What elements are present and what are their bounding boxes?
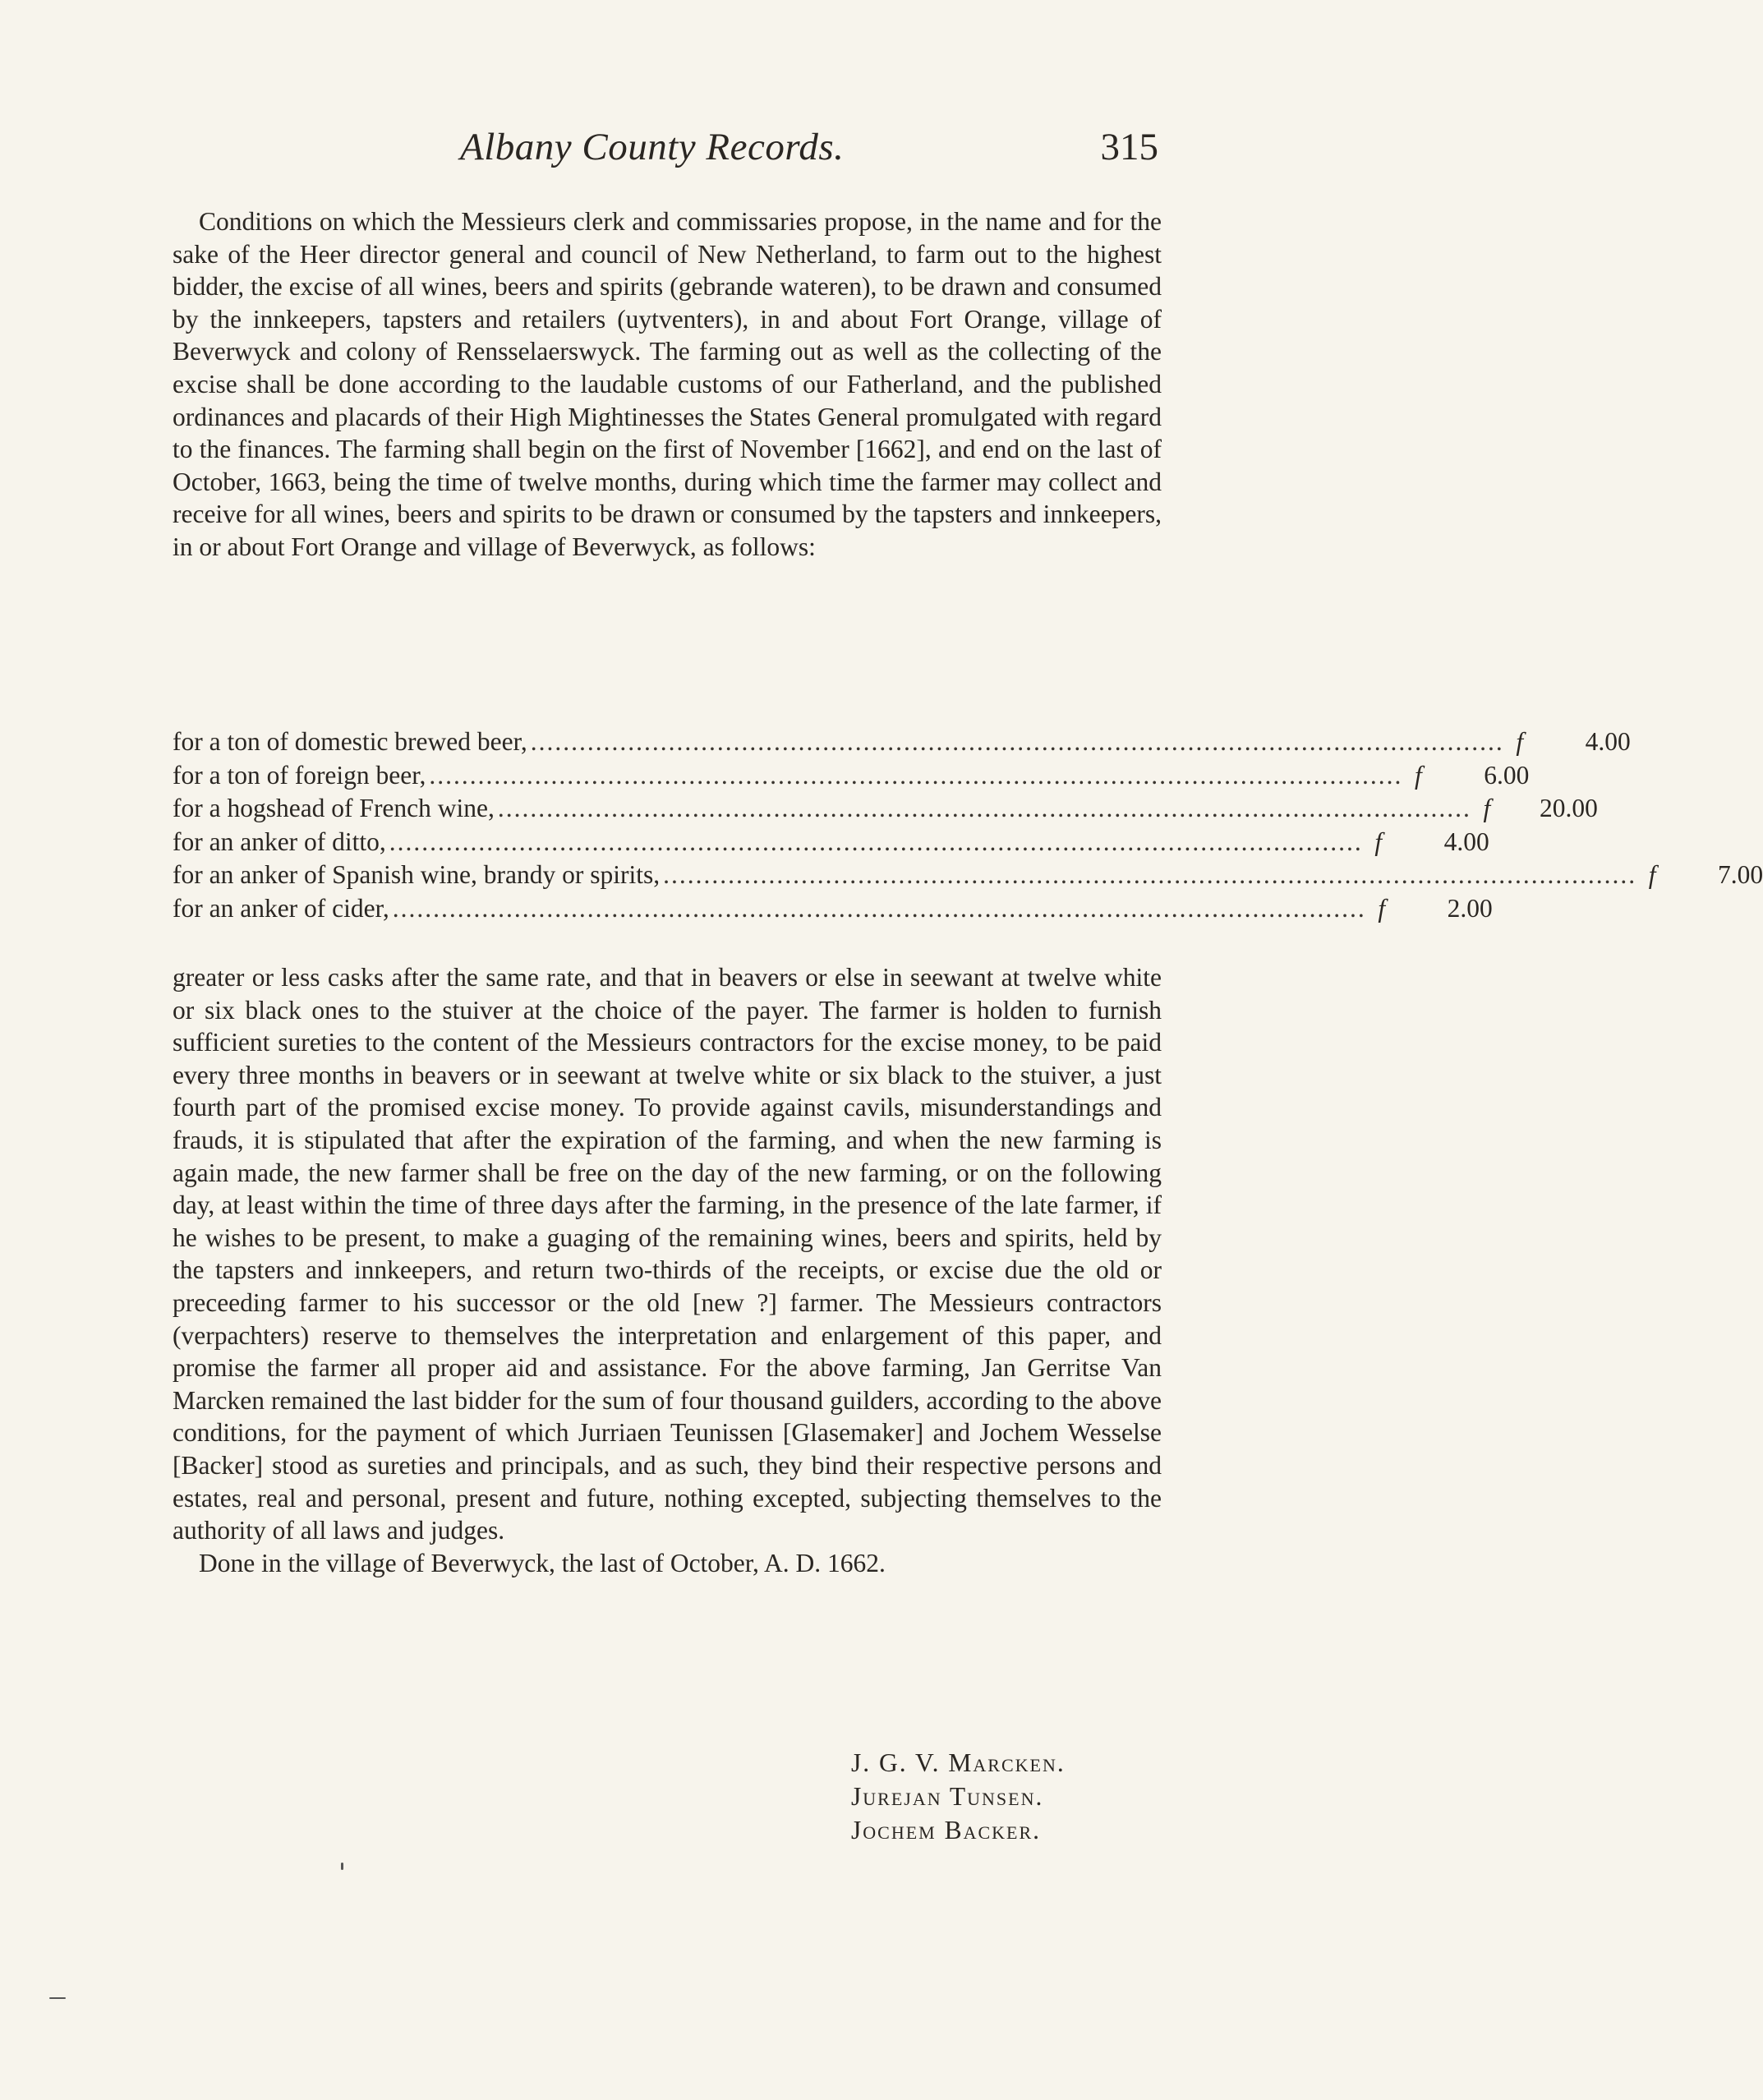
fee-amount: 2.00 (1447, 893, 1493, 923)
fee-row (173, 859, 1763, 892)
signature-block (851, 1746, 1066, 1847)
fee-row (173, 725, 1631, 759)
print-speck (341, 1863, 343, 1870)
terms-paragraph (173, 961, 1162, 1579)
conditions-paragraph (173, 205, 1162, 564)
fee-item: for an anker of ditto, (173, 827, 386, 856)
dot-leader: ........................................................................................................................ (429, 760, 1403, 790)
fee-row (173, 826, 1489, 859)
dot-leader: ........................................................................................................................ (530, 727, 1504, 756)
fee-amount: 4.00 (1585, 727, 1631, 756)
dot-leader: ........................................................................................................................ (663, 860, 1637, 889)
fee-row (173, 792, 1598, 826)
guilder-sign: f (1378, 893, 1386, 923)
fee-item: for a ton of domestic brewed beer, (173, 727, 527, 756)
running-head (173, 125, 1158, 174)
fee-amount: 4.00 (1443, 827, 1489, 856)
fee-amount: 7.00 (1718, 860, 1763, 889)
paragraph-text: Conditions on which the Messieurs clerk and commissaries propose, in the name and for the sake of the Heer director general and council of New Netherland, to farm out to the highest bidder, the excise of all wines, beers and spirits (gebrande wateren), to be drawn and consumed by the innkeepers, tapsters and retailers (uytventers), in and about Fort Orange, village of Beverwyck and colony of Rensselaerswyck. The farming out as well as the collecting of the excise shall be done according to the laudable customs of our Fatherland, and the published ordinances and placards of their High Mightinesses the States General promulgated with regard to the finances. The farming shall begin on the first of November [1662], and end on the last of October, 1663, being the time of twelve months, during which time the farmer may collect and receive for all wines, beers and spirits to be drawn or consumed by the tapsters and innkeepers, in or about Fort Orange and village of Beverwyck, as follows: (173, 207, 1162, 561)
fee-item: for a hogshead of French wine, (173, 794, 495, 822)
dot-leader: ........................................................................................................................ (392, 893, 1366, 923)
fee-item: for a ton of foreign beer, (173, 760, 426, 790)
page-number: 315 (1100, 126, 1158, 168)
closing-line: Done in the village of Beverwyck, the last of October, A. D. 1662. (199, 1548, 886, 1577)
dot-leader: ........................................................................................................................ (389, 827, 1363, 856)
guilder-sign: f (1648, 860, 1656, 889)
guilder-sign: f (1483, 794, 1491, 822)
fee-amount: 20.00 (1540, 794, 1598, 822)
paragraph-text: greater or less casks after the same rate, and that in beavers or else in seewant at twelve white or six black ones to the stuiver at the choice of the payer. The farmer is holden to furnish sufficient sureties to the content of the Messieurs contractors for the excise money, to be paid every three months in beavers or in seewant at twelve white or six black to the stuiver, a just fourth part of the promised excise money. To provide against cavils, misunderstandings and frauds, it is stipulated that after the expiration of the farming, and when the new farming is again made, the new farmer shall be free on the day of the new farming, or on the following day, at least within the time of three days after the farming, in the presence of the late farmer, if he wishes to be present, to make a guaging of the remaining wines, beers and spirits, held by the tapsters and innkeepers, and return two-thirds of the receipts, or excise due the old or preceeding farmer to his successor or the old [new ?] farmer. The Messieurs contractors (verpachters) reserve to themselves the interpretation and enlargement of this paper, and promise the farmer all proper aid and assistance. For the above farming, Jan Gerritse Van Marcken remained the last bidder for the sum of four thousand guilders, according to the above conditions, for the payment of which Jurriaen Teunissen [Glasemaker] and Jochem Wesselse [Backer] stood as sureties and principals, and as such, they bind their respective persons and estates, real and personal, present and future, nothing excepted, subjecting themselves to the authority of all laws and judges. (173, 963, 1162, 1545)
signature: J. G. V. Marcken. (851, 1748, 1066, 1777)
fee-row (173, 759, 1530, 793)
fee-row (173, 892, 1493, 926)
print-speck (49, 1997, 66, 1999)
signature: Jochem Backer. (851, 1816, 1042, 1844)
guilder-sign: f (1516, 727, 1524, 756)
signature: Jurejan Tunsen. (851, 1782, 1044, 1811)
guilder-sign: f (1374, 827, 1383, 856)
excise-rate-table (173, 725, 1763, 925)
dot-leader: ........................................................................................................................ (497, 794, 1471, 822)
running-head-title: Albany County Records. (460, 126, 845, 168)
fee-item: for an anker of Spanish wine, brandy or spirits, (173, 860, 661, 889)
fee-amount: 6.00 (1484, 760, 1530, 790)
guilder-sign: f (1414, 760, 1422, 790)
fee-item: for an anker of cider, (173, 893, 389, 923)
